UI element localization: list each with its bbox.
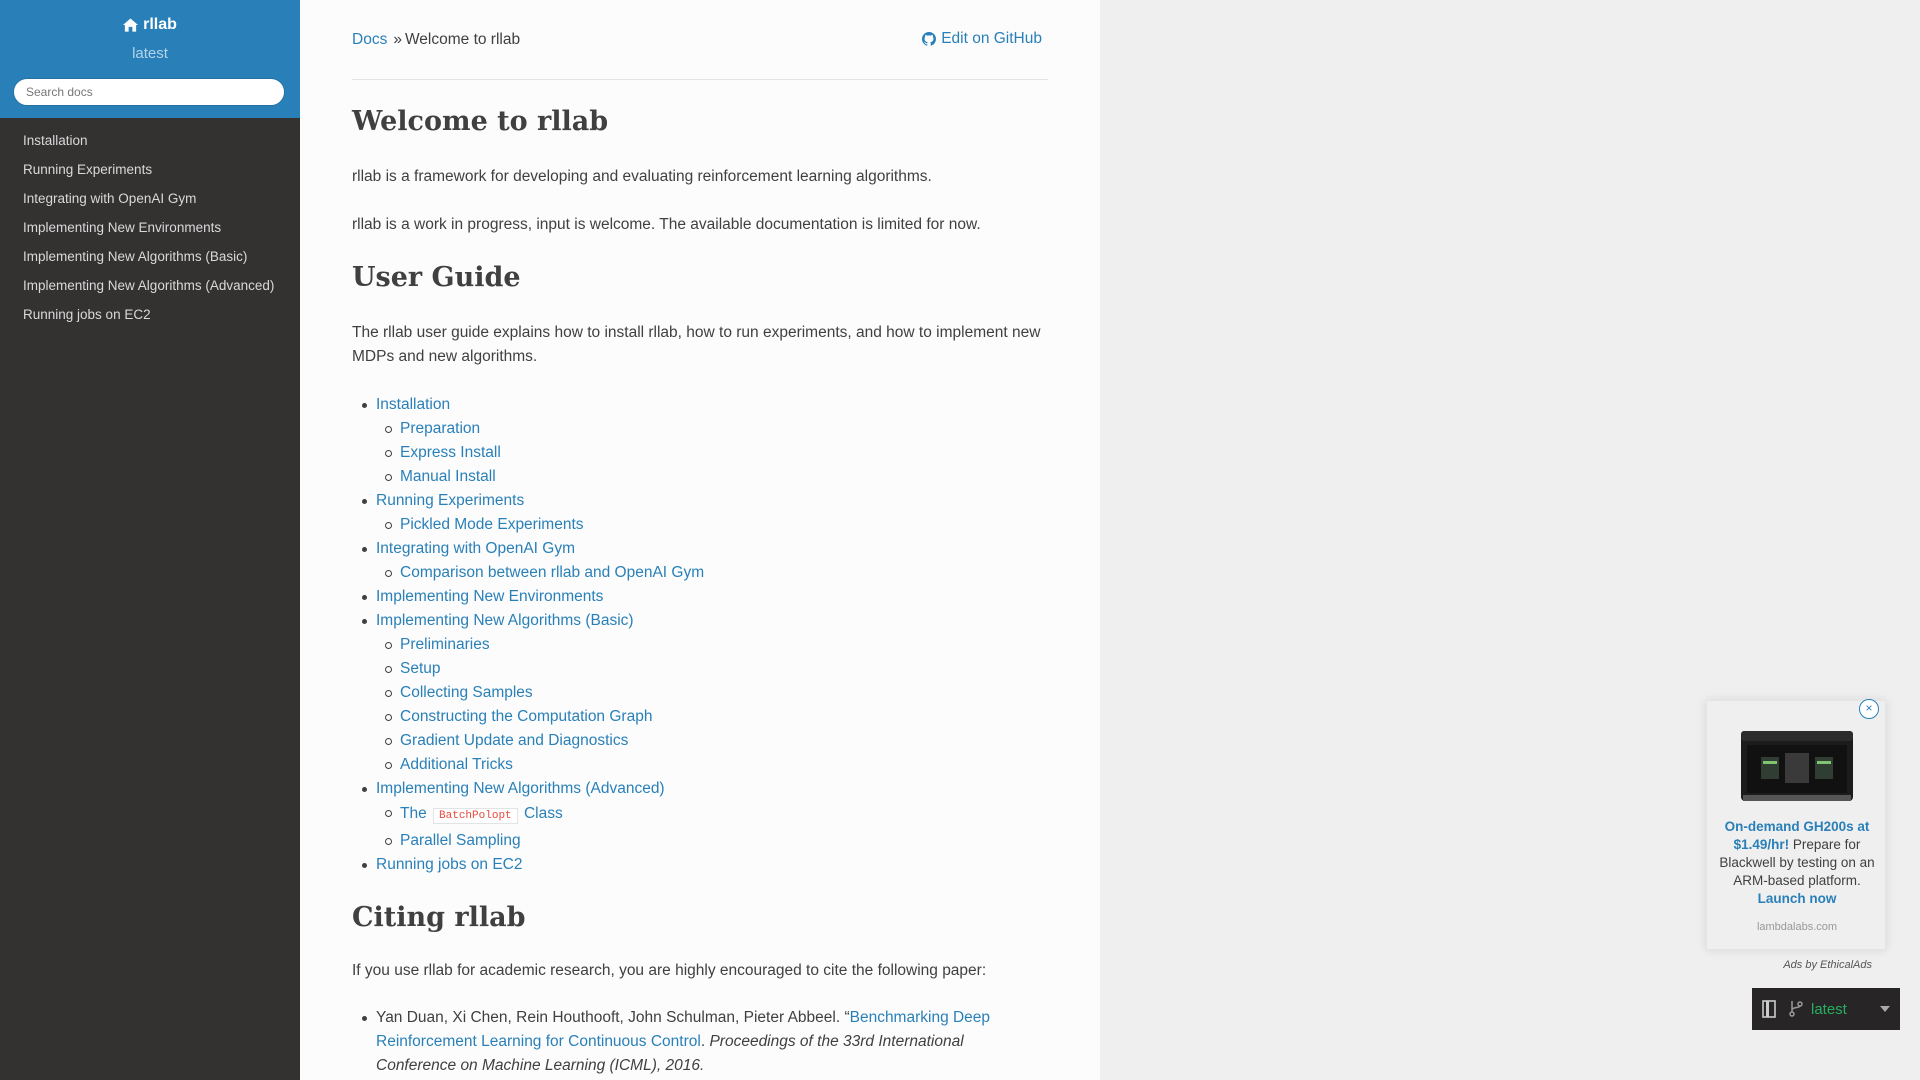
- toc-link-pickled-mode[interactable]: Pickled Mode Experiments: [400, 516, 584, 533]
- sidebar-item-running-experiments[interactable]: Running Experiments: [23, 162, 153, 177]
- toc-link-computation-graph[interactable]: Constructing the Computation Graph: [400, 708, 653, 725]
- list-item: [376, 633, 704, 657]
- version-label: latest: [132, 45, 168, 62]
- toc-link-preliminaries[interactable]: Preliminaries: [400, 636, 490, 653]
- toc-link-installation[interactable]: Installation: [376, 396, 451, 413]
- list-item: [352, 585, 704, 609]
- list-item: [376, 681, 704, 705]
- toc-link-comparison[interactable]: Comparison between rllab and OpenAI Gym: [400, 564, 705, 581]
- citation-authors: Yan Duan, Xi Chen, Rein Houthooft, John Schulman, Pieter Abbeel. “: [376, 1009, 850, 1026]
- close-ad-button[interactable]: ×: [1859, 699, 1879, 719]
- sidebar-item-ec2[interactable]: Running jobs on EC2: [23, 307, 151, 322]
- citing-heading: Citing rllab: [352, 902, 526, 933]
- project-home-link[interactable]: [123, 0, 177, 34]
- ad-domain: lambdalabs.com: [1756, 921, 1838, 933]
- list-item: [376, 729, 704, 753]
- header-divider: [352, 79, 1048, 80]
- list-item: [376, 441, 704, 465]
- toc-link-new-algorithms-advanced[interactable]: Implementing New Algorithms (Advanced): [376, 780, 665, 797]
- search-input[interactable]: [13, 78, 285, 106]
- caret-down-icon: [1880, 1006, 1890, 1012]
- ad-text: [1717, 818, 1877, 908]
- breadcrumb-current: Welcome to rllab: [404, 31, 521, 48]
- list-item: [352, 609, 704, 777]
- current-version: latest: [1811, 1000, 1847, 1018]
- list-item: [376, 829, 704, 853]
- list-item: Yan Duan, Xi Chen, Rein Houthooft, John Schulman, Pieter Abbeel. “Benchmarking Deep Reinforcement Learning for Continuous Control. Proceedings of the 33rd International Conference on Machine Learning (ICML), 2016.: [352, 1006, 1048, 1078]
- list-item: [352, 393, 704, 489]
- sidebar-item-new-algorithms-advanced[interactable]: Implementing New Algorithms (Advanced): [23, 278, 275, 293]
- breadcrumb-separator: »: [393, 31, 402, 48]
- list-item: [352, 537, 704, 585]
- ad-headline-link[interactable]: On-demand GH200s at $1.49/hr!: [1724, 819, 1870, 852]
- toc-link-text: Class: [523, 805, 563, 822]
- list-item: [376, 705, 704, 729]
- toc-link-manual-install[interactable]: Manual Install: [400, 468, 496, 485]
- ad-body: Prepare for Blackwell by testing on an ARM-based platform.: [1719, 837, 1875, 888]
- gpu-product-image[interactable]: [1739, 727, 1855, 805]
- list-item: [376, 417, 704, 441]
- citation-paper-link[interactable]: Benchmarking Deep Reinforcement Learning for Continuous Control: [376, 1009, 991, 1050]
- toc-link-text: The: [400, 805, 427, 822]
- list-item: [376, 513, 704, 537]
- github-icon: [922, 32, 936, 46]
- list-item: [376, 561, 704, 585]
- sidebar-item-installation[interactable]: Installation: [23, 133, 88, 148]
- code-literal: BatchPolopt: [433, 808, 518, 824]
- ads-by-label[interactable]: Ads by EthicalAds: [1783, 959, 1872, 971]
- breadcrumb: [352, 31, 1048, 49]
- project-name: rllab: [143, 16, 177, 33]
- book-icon: [1762, 1000, 1776, 1018]
- toc-link-setup[interactable]: Setup: [400, 660, 441, 677]
- edit-on-github-label: Edit on GitHub: [941, 30, 1042, 47]
- sidebar-nav: [0, 118, 300, 323]
- edit-on-github-link[interactable]: [922, 30, 1042, 48]
- citation-venue: Proceedings of the 33rd International Conference on Machine Learning (ICML), 2016.: [376, 1033, 964, 1074]
- breadcrumb-docs-link[interactable]: Docs: [352, 31, 388, 48]
- user-guide-heading: User Guide: [352, 262, 521, 293]
- home-icon: [123, 18, 138, 32]
- toc-link-running-experiments[interactable]: Running Experiments: [376, 492, 525, 509]
- list-item: [376, 753, 704, 777]
- toc-link-new-algorithms-basic[interactable]: Implementing New Algorithms (Basic): [376, 612, 634, 629]
- toc-link-openai-gym[interactable]: Integrating with OpenAI Gym: [376, 540, 576, 557]
- main-content: [300, 0, 1100, 1080]
- intro-paragraph-2: rllab is a work in progress, input is welcome. The available documentation is limited for now.: [352, 216, 981, 233]
- sidebar-item-new-environments[interactable]: Implementing New Environments: [23, 220, 222, 235]
- page-title: Welcome to rllab: [352, 106, 609, 137]
- version-switcher[interactable]: [1752, 988, 1900, 1030]
- toc-link-ec2[interactable]: Running jobs on EC2: [376, 856, 523, 873]
- toc-link-gradient-update[interactable]: Gradient Update and Diagnostics: [400, 732, 629, 749]
- toc-link-parallel-sampling[interactable]: Parallel Sampling: [400, 832, 521, 849]
- list-item: [352, 777, 704, 853]
- sidebar-item-new-algorithms-basic[interactable]: Implementing New Algorithms (Basic): [23, 249, 248, 264]
- toc-link-collecting-samples[interactable]: Collecting Samples: [400, 684, 533, 701]
- citing-paragraph: If you use rllab for academic research, you are highly encouraged to cite the following paper:: [352, 962, 987, 979]
- toc-link-batchpolopt-class[interactable]: [400, 805, 563, 822]
- toc-link-additional-tricks[interactable]: Additional Tricks: [400, 756, 513, 773]
- ethical-ad: [1706, 700, 1886, 950]
- toc-link-preparation[interactable]: Preparation: [400, 420, 481, 437]
- user-guide-paragraph: The rllab user guide explains how to install rllab, how to run experiments, and how to implement new MDPs and new algorithms.: [352, 324, 1041, 365]
- sidebar-item-openai-gym[interactable]: Integrating with OpenAI Gym: [23, 191, 197, 206]
- list-item: [352, 853, 704, 877]
- git-branch-icon: [1789, 1001, 1803, 1017]
- intro-paragraph-1: rllab is a framework for developing and evaluating reinforcement learning algorithms.: [352, 168, 932, 185]
- sidebar-header: [0, 0, 300, 118]
- citation-list: [352, 1006, 1048, 1078]
- list-item: [376, 801, 704, 829]
- list-item: [376, 465, 704, 489]
- list-item: [376, 657, 704, 681]
- toc-link-express-install[interactable]: Express Install: [400, 444, 501, 461]
- sidebar: [0, 0, 300, 1080]
- user-guide-toc: [352, 393, 704, 877]
- ad-cta-link[interactable]: Launch now: [1757, 891, 1837, 906]
- toc-link-new-environments[interactable]: Implementing New Environments: [376, 588, 604, 605]
- list-item: [352, 489, 704, 537]
